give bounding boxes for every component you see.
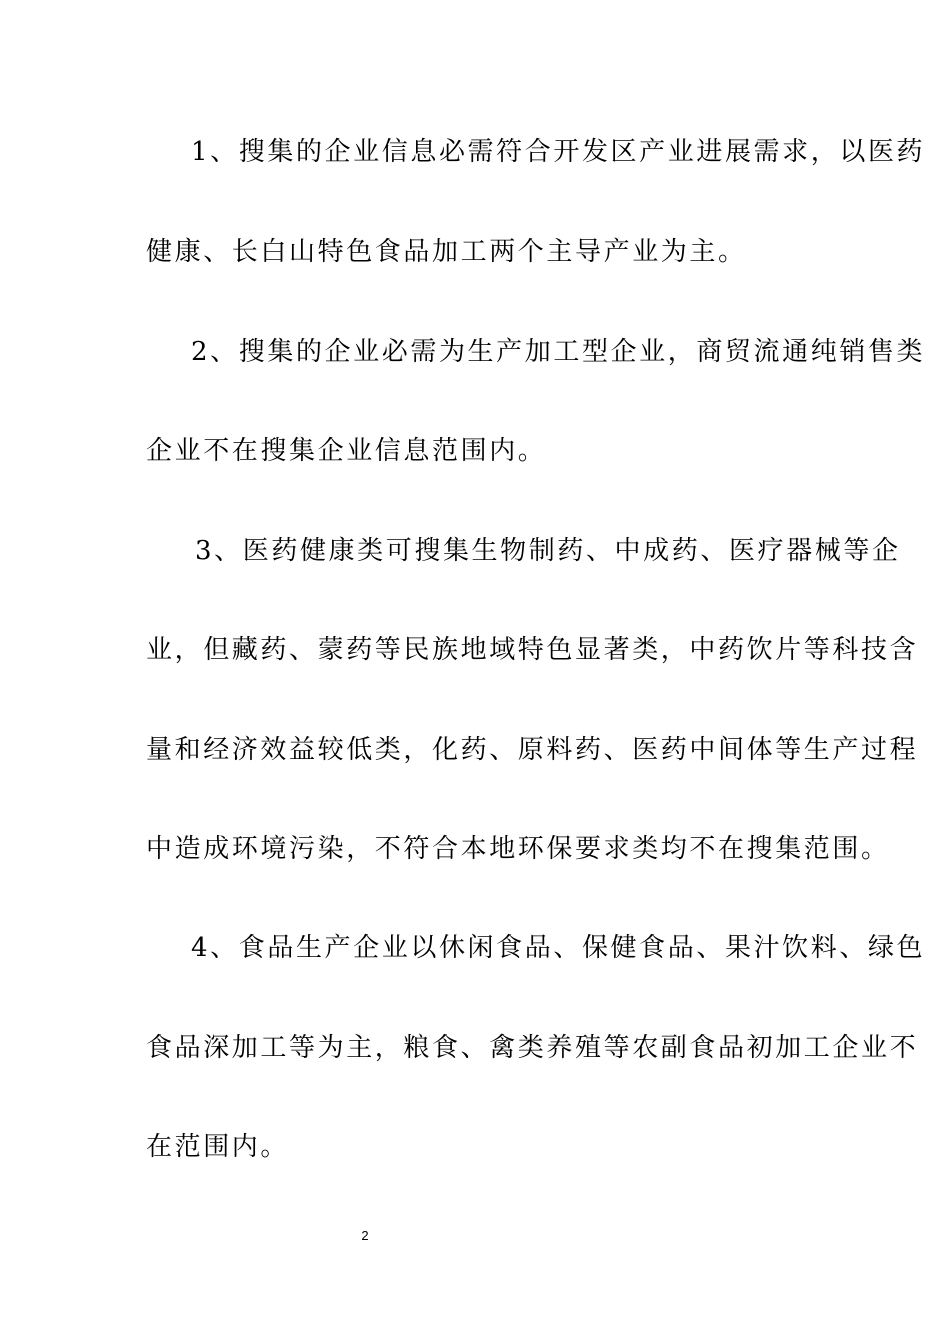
paragraph-4-line-3: 在范围内。 — [146, 1132, 290, 1162]
paragraph-4-line-2: 食品深加工等为主，粮食、禽类养殖等农副食品初加工企业不 — [146, 1033, 919, 1063]
paragraph-2-line-2: 企业不在搜集企业信息范围内。 — [146, 436, 547, 466]
paragraph-4-line-1: 4、食品生产企业以休闲食品、保健食品、果汁饮料、绿色 — [191, 933, 926, 963]
page-number: 2 — [361, 1228, 369, 1243]
paragraph-3-line-4: 中造成环境污染，不符合本地环保要求类均不在搜集范围。 — [146, 834, 890, 864]
paragraph-2-line-1: 2、搜集的企业必需为生产加工型企业，商贸流通纯销售类 — [191, 337, 926, 367]
paragraph-3-line-1: 3、医药健康类可搜集生物制药、中成药、医疗器械等企 — [195, 536, 901, 566]
paragraph-3-line-2: 业，但藏药、蒙药等民族地域特色显著类，中药饮片等科技含 — [146, 635, 919, 665]
paragraph-1-line-2: 健康、长白山特色食品加工两个主导产业为主。 — [146, 237, 747, 267]
paragraph-1-line-1: 1、搜集的企业信息必需符合开发区产业进展需求，以医药 — [191, 137, 926, 167]
paragraph-3-line-3: 量和经济效益较低类，化药、原料药、医药中间体等生产过程 — [146, 735, 919, 765]
